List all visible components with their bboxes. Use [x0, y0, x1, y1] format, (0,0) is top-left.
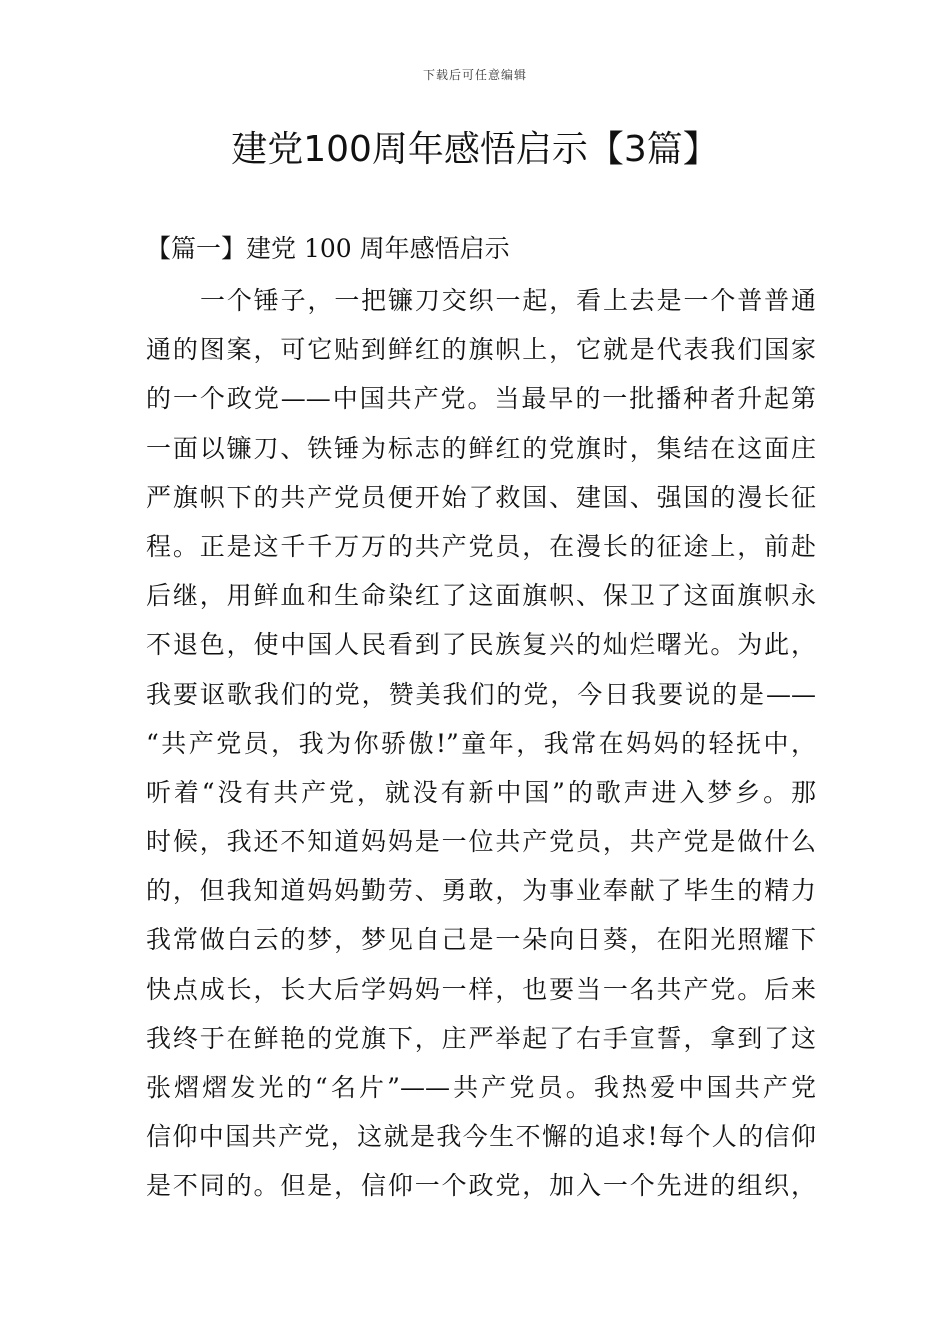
body-line: 是不同的。但是，信仰一个政党，加入一个先进的组织，	[146, 1171, 816, 1201]
section-heading: 【篇一】建党 100 周年感悟启示	[146, 234, 510, 263]
document-title: 建党100周年感悟启示【3篇】	[231, 129, 719, 170]
body-line: 信仰中国共产党，这就是我今生不懈的追求!每个人的信仰	[146, 1122, 816, 1152]
body-line: 通的图案，可它贴到鲜红的旗帜上，它就是代表我们国家	[146, 335, 816, 365]
body-line: 我常做白云的梦，梦见自己是一朵向日葵，在阳光照耀下	[146, 925, 816, 955]
body-line: 不退色，使中国人民看到了民族复兴的灿烂曙光。为此，	[146, 630, 816, 660]
body-line: 一面以镰刀、铁锤为标志的鲜红的党旗时，集结在这面庄	[146, 433, 816, 463]
body-paragraph	[146, 276, 816, 1211]
page-header-note: 下载后可任意编辑	[422, 68, 527, 82]
body-line: 的一个政党——中国共产党。当最早的一批播种者升起第	[146, 384, 816, 414]
body-line: 张熠熠发光的“名片”——共产党员。我热爱中国共产党	[146, 1073, 816, 1102]
body-line: 我终于在鲜艳的党旗下，庄严举起了右手宣誓，拿到了这	[146, 1023, 816, 1053]
body-line: 一个锤子，一把镰刀交织一起，看上去是一个普普通	[200, 286, 816, 315]
body-line: 程。正是这千千万万的共产党员，在漫长的征途上，前赴	[146, 531, 816, 561]
body-line: 的，但我知道妈妈勤劳、勇敢，为事业奉献了毕生的精力	[146, 876, 816, 906]
body-line: 听着“没有共产党，就没有新中国”的歌声进入梦乡。那	[146, 777, 816, 807]
body-line: “共产党员，我为你骄傲!”童年，我常在妈妈的轻抚中，	[146, 728, 816, 758]
body-line: 时候，我还不知道妈妈是一位共产党员，共产党是做什么	[146, 827, 816, 857]
body-line: 我要讴歌我们的党，赞美我们的党，今日我要说的是——	[146, 679, 816, 709]
body-line: 严旗帜下的共产党员便开始了救国、建国、强国的漫长征	[146, 482, 816, 512]
body-line: 后继，用鲜血和生命染红了这面旗帜、保卫了这面旗帜永	[146, 581, 816, 611]
body-line: 快点成长，长大后学妈妈一样，也要当一名共产党。后来	[146, 974, 816, 1004]
